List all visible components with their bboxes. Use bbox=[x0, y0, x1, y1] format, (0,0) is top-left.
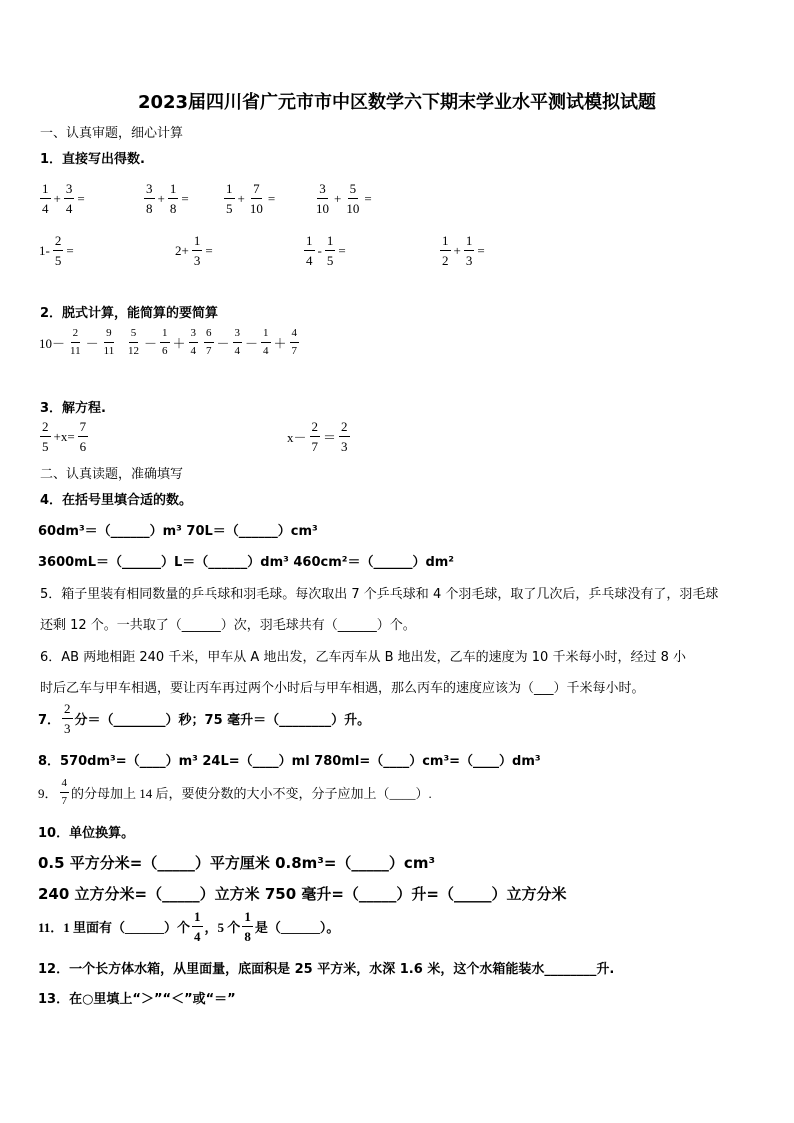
question-10-label: 10．单位换算。 bbox=[38, 826, 135, 841]
question-5-line-1: 5．箱子里装有相同数量的乒乓球和羽毛球。每次取出 7 个乒乓球和 4 个羽毛球，取了几次后，乒乓球没有了，羽毛球 bbox=[40, 587, 719, 602]
fraction: $\frac{1}{4}$ bbox=[42, 181, 49, 216]
question-6-line-1: 6．AB 两地相距 240 千米，甲车从 A 地出发，乙车丙车从 B 地出发，乙车的速度为 10 千米每小时，经过 8 小 bbox=[40, 650, 686, 665]
q1-expr-7: $\frac{1}{4}$ - $\frac{1}{5}$ = bbox=[306, 233, 346, 268]
question-5-line-2: 还剩 12 个。一共取了（______）次，羽毛球共有（______）个。 bbox=[40, 618, 416, 633]
section-1-heading: 一、认真审题，细心计算 bbox=[40, 126, 184, 141]
question-13: 13．在○里填上“＞”“＜”或“＝” bbox=[38, 992, 236, 1007]
q1-expr-3: $\frac{1}{5}$ + $\frac{7}{10}$ = bbox=[226, 181, 276, 216]
question-7: 7． $\frac{2}{3}$ 分＝（________）秒；75 毫升＝（________）升。 bbox=[38, 701, 371, 736]
question-11: 11．1 里面有（______）个 $\frac{1}{4}$ ，5 个 $\frac{1}{8}$ 是（______）。 bbox=[38, 909, 340, 944]
page-title: 2023届四川省广元市市中区数学六下期末学业水平测试模拟试题 bbox=[137, 92, 657, 113]
q2-expr-1: 10－ $\frac{2}{11}$ － $\frac{9}{11}$ bbox=[39, 327, 115, 357]
q1-expr-2: $\frac{3}{8}$ + $\frac{1}{8}$ = bbox=[146, 181, 189, 216]
q4-line-1: 60dm³＝（______）m³ 70L＝（______）cm³ bbox=[38, 524, 318, 539]
question-3-label: 3．解方程. bbox=[40, 401, 106, 416]
q2-expr-3: $\frac{6}{7}$ － $\frac{3}{4}$ － $\frac{1}{4}$ ＋ $\frac{4}{7}$ bbox=[206, 327, 298, 357]
question-2-label: 2．脱式计算，能简算的要简算 bbox=[40, 306, 219, 321]
q1-expr-6: 2+ $\frac{1}{3}$ = bbox=[175, 233, 213, 268]
question-8: 8．570dm³=（____）m³ 24L=（____）ml 780ml=（____）cm³=（____）dm³ bbox=[38, 754, 541, 769]
q3-equation-1: $\frac{2}{5}$ +x= $\frac{7}{6}$ bbox=[42, 419, 87, 454]
question-1-label: 1．直接写出得数. bbox=[40, 152, 145, 167]
q3-equation-2: x－ $\frac{2}{7}$ ＝ $\frac{2}{3}$ bbox=[287, 419, 348, 454]
q2-expr-2: $\frac{5}{12}$ － $\frac{1}{6}$ ＋ $\frac{3}{4}$ bbox=[128, 327, 197, 357]
q1-expr-8: $\frac{1}{2}$ + $\frac{1}{3}$ = bbox=[442, 233, 485, 268]
q1-expr-1: $\frac{1}{4}$ + $\frac{3}{4}$ = bbox=[42, 181, 85, 216]
q1-expr-5: 1- $\frac{2}{5}$ = bbox=[39, 233, 74, 268]
question-4-label: 4．在括号里填合适的数。 bbox=[40, 493, 193, 508]
question-9: 9． $\frac{4}{7}$ 的分母加上 14 后，要使分数的大小不变，分子应加上（____）. bbox=[38, 777, 432, 807]
q10-line-1: 0.5 平方分米=（_____）平方厘米 0.8m³=（_____）cm³ bbox=[38, 854, 436, 872]
section-2-heading: 二、认真读题，准确填写 bbox=[40, 467, 184, 482]
q4-line-2: 3600mL＝（______）L＝（______）dm³ 460cm²＝（______）dm² bbox=[38, 555, 454, 570]
q10-line-2: 240 立方分米=（_____）立方米 750 毫升=（_____）升=（_____）立方分米 bbox=[38, 885, 567, 903]
question-12: 12．一个长方体水箱，从里面量，底面积是 25 平方米，水深 1.6 米，这个水箱能装水________升. bbox=[38, 962, 615, 977]
q1-expr-4: $\frac{3}{10}$ + $\frac{5}{10}$ = bbox=[316, 181, 372, 216]
question-6-line-2: 时后乙车与甲车相遇，要让丙车再过两个小时后与甲车相遇，那么丙车的速度应该为（___）千米每小时。 bbox=[40, 681, 645, 696]
fraction: $\frac{3}{4}$ bbox=[65, 181, 73, 216]
